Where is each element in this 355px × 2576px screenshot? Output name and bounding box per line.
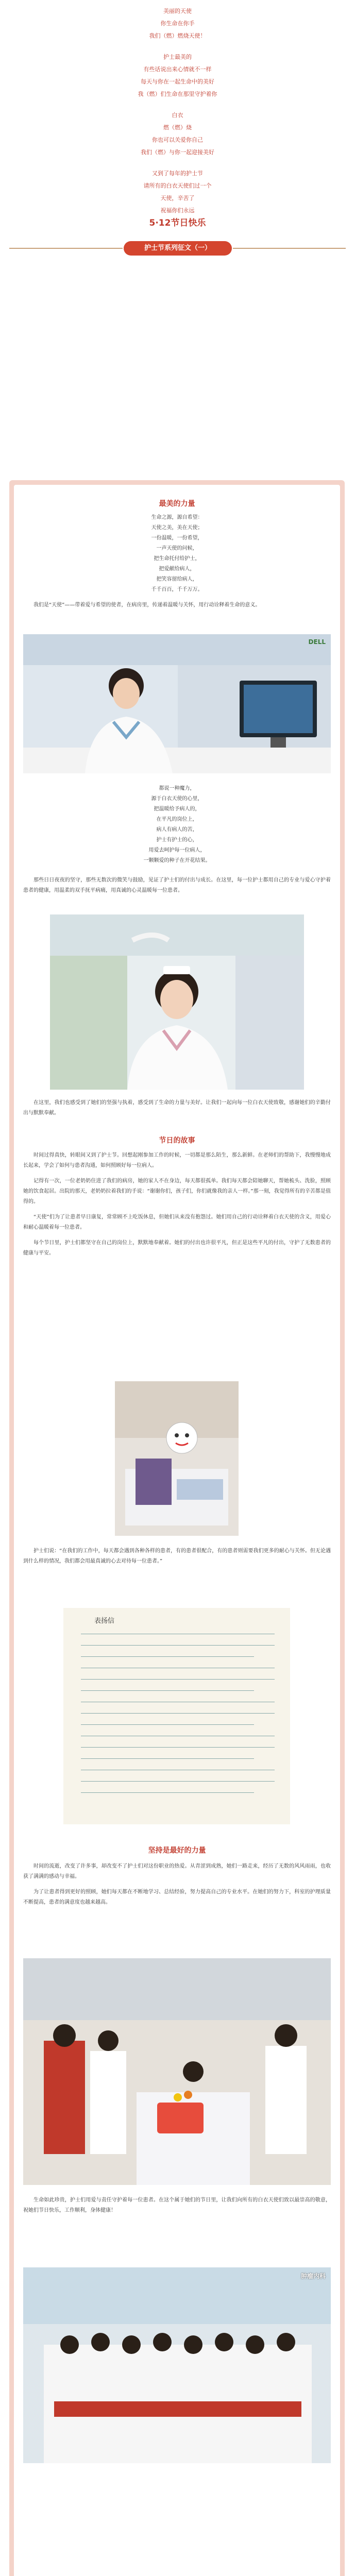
verse-1 (0, 5, 355, 42)
letter-line (81, 1690, 254, 1691)
paragraph-block (23, 875, 331, 901)
section-banner (0, 238, 355, 259)
verse-3 (0, 109, 355, 159)
verse-line: 天使，辛苦了 (160, 195, 195, 201)
paragraph: “天使”们为了让患者早日康复，常常顾不上吃饭休息，但她们从来没有抱怨过。她们用自己的行动诠释着白衣天使的含义，用爱心和耐心温暖着每一位患者。 (23, 1214, 331, 1230)
verse-line: 燃（燃）烧 (163, 124, 192, 131)
poem-line: 把笑容留给病人， (156, 577, 198, 582)
poem-line: 把温暖给予病人的， (154, 806, 200, 812)
verse-line: 你也可以关爱你自己 (152, 137, 203, 143)
paragraph: 时间的流逝，改变了许多事，却改变不了护士们对这份职业的热爱。从青涩到成熟，她们一路走来，经历了无数的风风雨雨，也收获了满满的感动与幸福。 (23, 1863, 331, 1879)
poem-2 (14, 784, 340, 866)
verse-2 (0, 51, 355, 100)
verse-line: 你生命在你手 (160, 20, 195, 27)
section-title: 坚持是最好的力量 (148, 1846, 206, 1855)
photo-group-department (23, 2267, 331, 2463)
paragraph: 时间过得真快，转眼间又到了护士节。回想起刚参加工作的时候，一切都是那么陌生，那么新鲜。在老师们的帮助下，我慢慢地成长起来，学会了如何与患者沟通，如何照顾好每一位病人。 (23, 1153, 331, 1168)
poem-line: 生命之源，源自希望： (151, 515, 203, 520)
verse-line: 我们（燃）与你一起迎接美好 (141, 149, 214, 156)
poem-line: 一声天使的问候， (156, 546, 198, 551)
section-title: 节日的故事 (159, 1137, 195, 1145)
photo-nurse-portrait-image (50, 914, 304, 1090)
verse-highlight: 5·12节日快乐 (149, 218, 206, 228)
poem-line: 把生命托付给护士， (154, 556, 200, 562)
paragraph-block (23, 1098, 331, 1124)
poem-line: 病人有病人的苦， (156, 827, 198, 833)
verse-line: 我（燃）们生命在那里守护着你 (138, 91, 217, 97)
banner-title: 护士节系列征文（一） (124, 241, 232, 256)
paragraph-block (23, 600, 331, 616)
letter-line (81, 1713, 275, 1714)
paragraph: 生命如此珍贵，护士们用爱与责任守护着每一位患者。在这个属于她们的节日里，让我们向所有的白衣天使们致以最崇高的敬意，祝她们节日快乐，工作顺利，身体健康！ (23, 2197, 331, 2213)
photo-group-department-image (23, 2267, 331, 2463)
paragraph: 记得有一次，一位老奶奶住进了我们的病房，她的家人不在身边，每天都很孤单。我们每天都会陪她聊天，帮她梳头、洗脸，照顾她的饮食起居。出院的那天，老奶奶拉着我们的手说：“谢谢你们，孩子们，你们就像我的亲人一样。”那一刻，我觉得所有的辛苦都是值得的。 (23, 1178, 331, 1205)
poem-line: 天使之美，美在天使； (151, 525, 203, 531)
poem-1 (14, 513, 340, 595)
paragraph-block (23, 1150, 331, 1264)
photo-patient-bed (115, 1381, 239, 1536)
verse-line: 白衣 (172, 112, 183, 118)
letter-line (81, 1724, 254, 1725)
photo-nurse-computer-image (23, 634, 331, 773)
banner-line-right (233, 248, 346, 249)
verse-line: 美丽的天使 (163, 8, 192, 14)
poem-line: 源于白衣天使的心里， (151, 796, 203, 802)
paragraph: 每个节日里，护士们都坚守在自己的岗位上，默默地奉献着。她们的付出也许很平凡，但正是这些平凡的付出，守护了无数患者的健康与平安。 (23, 1240, 331, 1256)
poem-line: 都说一种魔力， (159, 786, 195, 791)
article-card (9, 480, 345, 2576)
poem-line: 护士有护士的心， (156, 837, 198, 843)
letter-line (81, 1758, 254, 1759)
letter-line (81, 1781, 275, 1782)
verse-line: 有些话说出来心情就不一样 (143, 66, 212, 73)
paragraph-block (23, 1861, 331, 1913)
photo-nurse-computer (23, 634, 331, 773)
photo-patient-bed-image (115, 1381, 239, 1536)
department-sign: 肿瘤内科 (300, 2273, 326, 2280)
poem-line: 一份温暖，一份希望， (151, 535, 203, 541)
banner-line-left (9, 248, 123, 249)
verse-line: 每天与你在一起生命中的美好 (141, 78, 214, 85)
poem-line: 用爱去呵护每一位病人， (148, 848, 206, 853)
paragraph-block (23, 1546, 331, 1572)
paragraph: 那些日日夜夜的坚守，那些无数次的微笑与鼓励，见证了护士们的付出与成长。在这里，每一位护士都用自己的专业与爱心守护着患者的健康，用温柔的双手抚平病痛，用真诚的心灵温暖每一位患者。 (23, 877, 331, 893)
paragraph: 在这里，我们也感受到了她们的坚强与执着，感受到了生命的力量与美好。让我们一起向每一位白衣天使致敬，感谢她们的辛勤付出与默默奉献。 (23, 1100, 331, 1116)
letter-line (81, 1679, 275, 1680)
poem-line: 把爱献给病人， (159, 566, 195, 572)
paragraph: 我们是“天使”——带着爱与希望的使者，在病房里，传递着温暖与关怀，用行动诠释着生命的意义。 (33, 602, 261, 608)
verse-line: 我们（燃）燃烧天使！ (149, 32, 206, 39)
verse-4 (0, 167, 355, 229)
top-verses (0, 0, 355, 259)
article-body (14, 485, 340, 2576)
verse-line: 护士最美的 (163, 54, 192, 60)
verse-line: 又到了每年的护士节 (152, 170, 203, 177)
paragraph: 为了让患者得到更好的照顾，她们每天都在不断地学习、总结经验，努力提高自己的专业水平。在她们的努力下，科室的护理质量不断提高，患者的满意度也越来越高。 (23, 1889, 331, 1905)
poem-line: 一颗颗爱的种子在开花结果。 (143, 858, 211, 863)
poem-line: 千千百百，千千万万。 (151, 587, 203, 592)
photo-nurse-portrait (50, 914, 304, 1090)
verse-line: 祝福你们永远 (160, 207, 195, 214)
paragraph: 护士们说：“在我们的工作中，每天都会遇到各种各样的患者，有的患者很配合，有的患者则需要我们更多的耐心与关怀。但无论遇到什么样的情况，我们都会用最真诚的心去对待每一位患者。” (23, 1548, 331, 1564)
photo-handwritten-letter (63, 1608, 290, 1824)
letter-heading: 表扬信 (94, 1617, 115, 1625)
letter-line (81, 1747, 275, 1748)
letter-line (81, 1656, 254, 1657)
paragraph-block (23, 2195, 331, 2221)
photo-ward-celebration-image (23, 1958, 331, 2185)
photo-ward-celebration (23, 1958, 331, 2185)
section-title: 最美的力量 (159, 500, 195, 508)
poem-line: 在平凡的岗位上， (156, 817, 198, 822)
letter-line (81, 1645, 275, 1646)
verse-line: 请所有的白衣天使们过一个 (143, 182, 212, 189)
letter-line (81, 1792, 254, 1793)
photo-brand-tag: DELL (308, 638, 326, 646)
letter-lines (81, 1634, 275, 1804)
